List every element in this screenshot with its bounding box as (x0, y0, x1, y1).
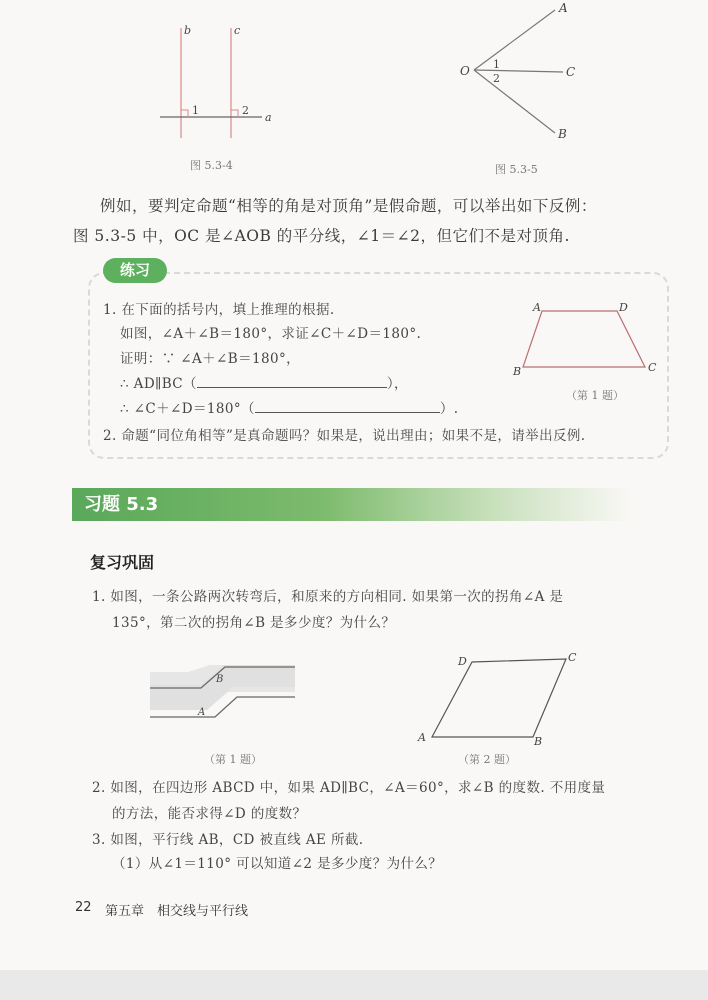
paragraph-line: 例如，要判定命题“相等的角是对顶角”是假命题，可以举出如下反例： (100, 197, 597, 215)
exercise-q2-line: 的方法，能否求得∠D 的度数？ (112, 806, 307, 822)
figure-caption: 图 5.3-5 (495, 163, 538, 176)
label-O: O (460, 64, 470, 78)
page-number: 22 (75, 900, 92, 915)
exercise-q1-line: 1. 如图，一条公路两次转弯后，和原来的方向相同. 如果第一次的拐角∠A 是 (92, 589, 564, 605)
label-B: B (534, 735, 543, 748)
label-D: D (458, 655, 467, 668)
practice-q2: 2. 命题“同位角相等”是真命题吗？如果是，说出理由；如果不是，请举出反例. (103, 428, 586, 444)
practice-q1-line (120, 372, 408, 392)
label-a: a (265, 111, 272, 124)
practice-q1-line: 证明：∵ ∠A＋∠B＝180°， (120, 351, 301, 367)
practice-q1-line: 1. 在下面的括号内，填上推理的根据. (103, 302, 335, 318)
answer-blank[interactable] (255, 398, 440, 413)
practice-q1-line: 如图，∠A＋∠B＝180°，求证∠C＋∠D＝180°. (120, 326, 422, 342)
answer-blank[interactable] (197, 373, 387, 388)
road-figure (145, 655, 305, 730)
exercise-banner (72, 488, 632, 521)
practice-badge: 练习 (103, 258, 167, 283)
label-2: 2 (242, 104, 249, 117)
label-c: c (234, 24, 241, 37)
page-edge (0, 970, 708, 1000)
label-D: D (619, 301, 628, 314)
trapezoid-figure (505, 295, 665, 385)
label-C: C (648, 361, 657, 374)
label-A: A (418, 731, 426, 744)
label-C: C (566, 65, 576, 79)
label-B: B (216, 674, 224, 685)
exercise-q3-sub: （1）从∠1＝110° 可以知道∠2 是多少度？为什么？ (112, 856, 443, 872)
practice-q1-line (120, 397, 458, 417)
proof-step-end: ）， (386, 376, 408, 392)
label-1: 1 (493, 58, 500, 71)
exercise-q1-line: 135°，第二次的拐角∠B 是多少度？为什么？ (112, 615, 396, 631)
label-B: B (513, 365, 522, 378)
exercise-title: 习题 5.3 (84, 494, 159, 515)
figure-5-3-5 (455, 0, 585, 150)
section-heading: 复习巩固 (90, 553, 155, 572)
label-A: A (198, 707, 206, 718)
paragraph-line: 图 5.3-5 中，OC 是∠AOB 的平分线，∠1＝∠2，但它们不是对顶角. (73, 227, 570, 245)
figure-caption: （第 1 题） (204, 753, 262, 766)
chapter-title: 第五章 相交线与平行线 (105, 904, 249, 919)
figure-5-3-4 (150, 20, 280, 180)
label-B: B (558, 127, 567, 141)
label-C: C (568, 651, 577, 664)
label-1: 1 (192, 104, 199, 117)
label-A: A (533, 301, 541, 314)
figure-caption: （第 2 题） (458, 753, 516, 766)
proof-step: ∴ ∠C＋∠D＝180°（ (120, 401, 255, 417)
proof-step-end: ）. (439, 401, 459, 417)
exercise-q3-line: 3. 如图，平行线 AB，CD 被直线 AE 所截. (92, 832, 364, 848)
label-A: A (559, 1, 568, 15)
figure-caption: （第 1 题） (566, 389, 624, 402)
label-b: b (184, 24, 192, 37)
parallelogram-figure (410, 645, 580, 750)
exercise-q2-line: 2. 如图，在四边形 ABCD 中，如果 AD∥BC，∠A＝60°，求∠B 的度数. 不用度量 (92, 780, 606, 796)
figure-caption: 图 5.3-4 (190, 159, 233, 172)
proof-step: ∴ AD∥BC（ (120, 376, 197, 392)
label-2: 2 (493, 72, 500, 85)
